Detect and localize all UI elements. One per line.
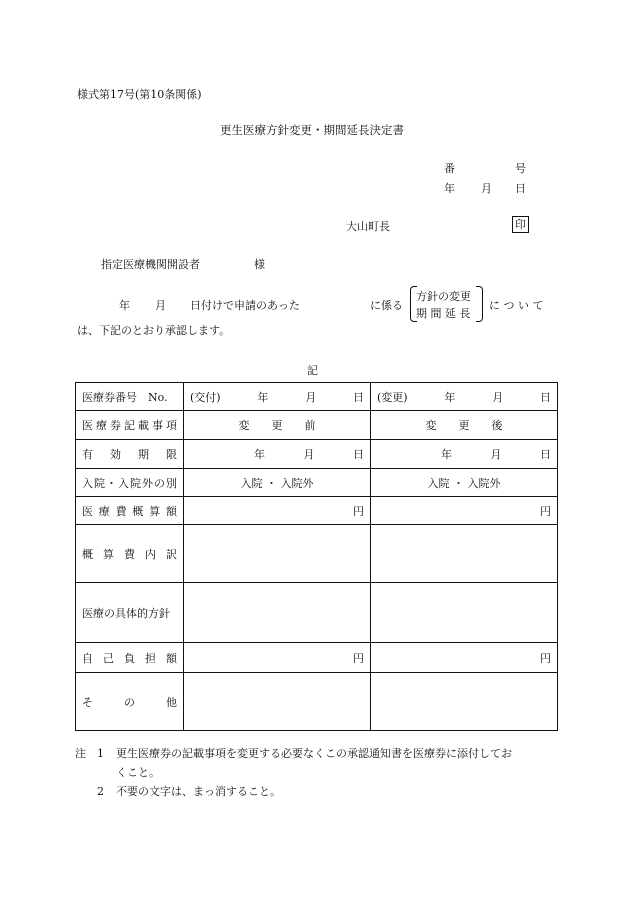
label-ticket-items: 医療券記載事項 — [76, 411, 184, 440]
table-row-cost-breakdown — [76, 525, 558, 583]
table-row-inpatient — [76, 469, 558, 497]
body-tsuite: に つ い て — [489, 299, 544, 312]
right-bracket — [476, 286, 483, 322]
changed-label: (変更) — [377, 390, 408, 404]
after-change-header: 変 更 後 — [371, 411, 558, 440]
option-policy-change: 方針の変更 — [416, 290, 471, 303]
note-text: くこと。 — [116, 766, 160, 779]
addressee-honorific: 様 — [254, 258, 265, 271]
date-day: 日 — [515, 182, 526, 195]
validity-after-month: 月 — [490, 448, 502, 461]
issued-label: (交付) — [190, 390, 221, 404]
issuer-name: 大山町長 — [346, 220, 390, 233]
body-approval-line: は、下記のとおり承認します。 — [77, 324, 231, 337]
notes-section — [75, 744, 560, 801]
issued-month: 月 — [305, 390, 317, 404]
option-period-extension: 期 間 延 長 — [416, 307, 471, 320]
label-inpatient: 入院・入院外の別 — [76, 469, 184, 497]
body-kakaru: に係る — [370, 299, 403, 312]
table-row-ticket-items — [76, 411, 558, 440]
label-treatment-policy: 医療の具体的方針 — [76, 583, 184, 643]
treatment-policy-after — [371, 583, 558, 643]
issued-day: 日 — [352, 390, 364, 404]
ki-heading: 記 — [307, 364, 318, 377]
date-year: 年 — [444, 182, 455, 195]
table-row-copayment — [76, 643, 558, 673]
label-ticket-number: 医療券番号 No. — [76, 383, 184, 411]
validity-before-month: 月 — [303, 448, 315, 461]
cost-breakdown-before — [184, 525, 371, 583]
date-month: 月 — [481, 182, 492, 195]
body-application-text: 日付けで申請のあった — [190, 299, 300, 312]
note-number: 1 — [97, 747, 104, 760]
label-copayment: 自己負担額 — [76, 643, 184, 673]
issued-year: 年 — [257, 390, 269, 404]
body-year: 年 — [119, 299, 130, 312]
label-validity: 有 効 期 限 — [76, 440, 184, 469]
body-month: 月 — [155, 299, 166, 312]
changed-day: 日 — [539, 390, 551, 404]
changed-date-cell — [371, 383, 558, 411]
changed-month: 月 — [492, 390, 504, 404]
validity-before-year: 年 — [254, 448, 265, 461]
changed-year: 年 — [444, 390, 456, 404]
before-change-header: 変 更 前 — [184, 411, 371, 440]
note-text: 不要の文字は、まっ消すること。 — [116, 785, 281, 798]
table-row-treatment-policy — [76, 583, 558, 643]
addressee-name: 指定医療機関開設者 — [101, 258, 200, 271]
other-before — [184, 673, 371, 731]
notes-prefix: 注 — [75, 747, 86, 760]
table-row-estimated-cost — [76, 497, 558, 525]
label-cost-breakdown: 概算費内訳 — [76, 525, 184, 583]
validity-after-year: 年 — [441, 448, 452, 461]
validity-before-cell — [184, 440, 371, 469]
note-number: 2 — [97, 785, 104, 798]
copayment-before: 円 — [184, 643, 371, 673]
validity-before-day: 日 — [353, 448, 364, 461]
decision-table — [75, 382, 558, 731]
table-row-other — [76, 673, 558, 731]
label-other: その他 — [76, 673, 184, 731]
document-title: 更生医療方針変更・期間延長決定書 — [220, 123, 404, 137]
note-item-1-continued — [75, 763, 560, 782]
validity-after-day: 日 — [540, 448, 551, 461]
treatment-policy-before — [184, 583, 371, 643]
inpatient-before: 入院 ・ 入院外 — [184, 469, 371, 497]
estimated-cost-before: 円 — [184, 497, 371, 525]
form-number: 様式第17号(第10条関係) — [77, 88, 202, 101]
copayment-after: 円 — [371, 643, 558, 673]
number-label: 番 — [444, 162, 455, 175]
number-suffix: 号 — [515, 162, 526, 175]
note-text: 更生医療券の記載事項を変更する必要なくこの承認通知書を医療券に添付してお — [116, 747, 512, 760]
inpatient-after: 入院 ・ 入院外 — [371, 469, 558, 497]
issued-date-cell — [184, 383, 371, 411]
cost-breakdown-after — [371, 525, 558, 583]
estimated-cost-after: 円 — [371, 497, 558, 525]
other-after — [371, 673, 558, 731]
validity-after-cell — [371, 440, 558, 469]
table-row-validity — [76, 440, 558, 469]
label-estimated-cost: 医療費概算額 — [76, 497, 184, 525]
note-item-2 — [75, 782, 560, 801]
seal-mark: 印 — [512, 216, 529, 233]
note-item-1 — [75, 744, 560, 763]
table-row-ticket-number — [76, 383, 558, 411]
